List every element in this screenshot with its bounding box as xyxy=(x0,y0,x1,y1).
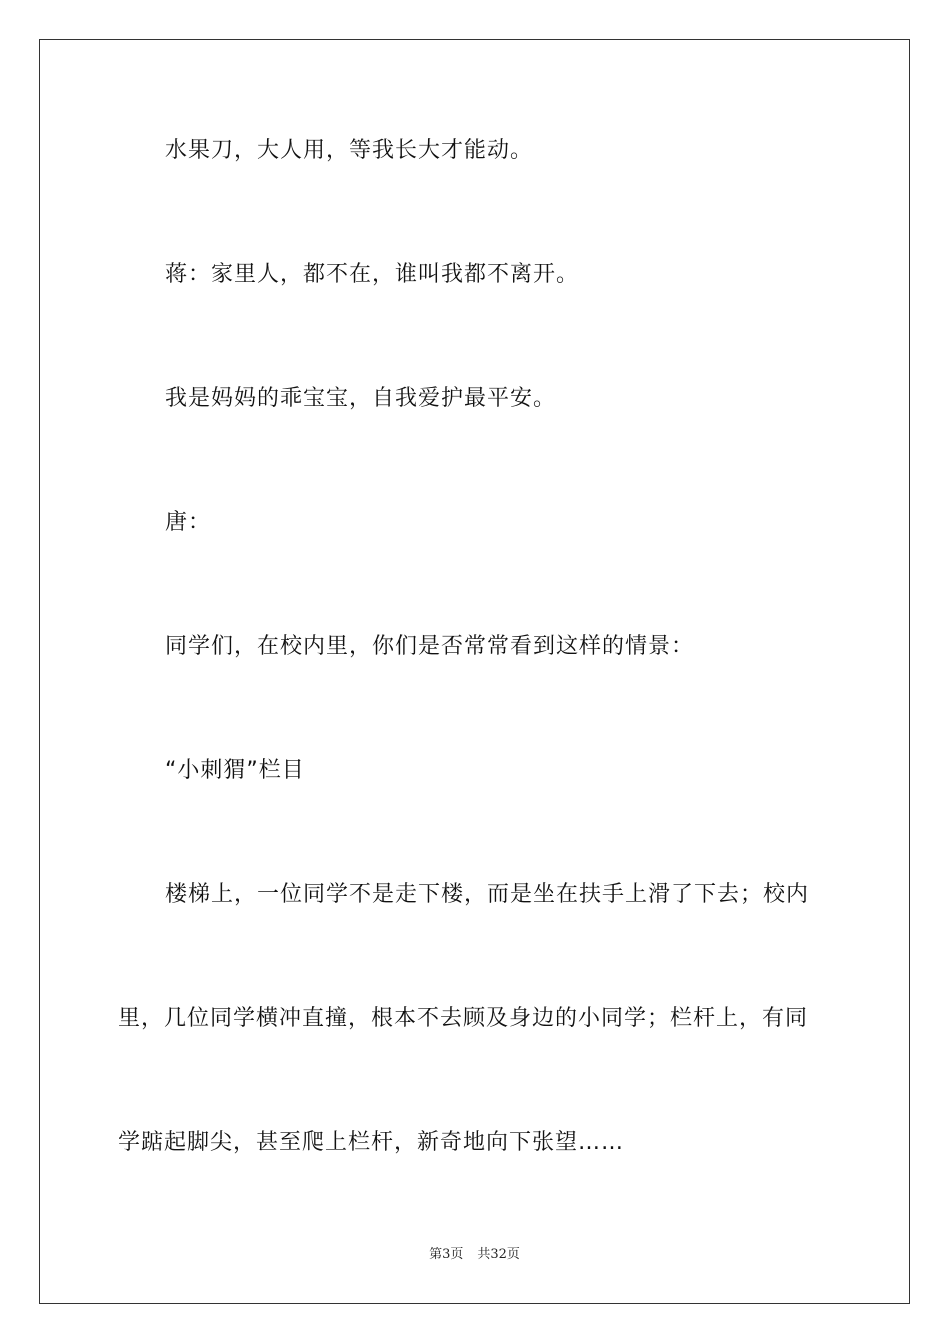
paragraph-line: 学踮起脚尖，甚至爬上栏杆，新奇地向下张望…… xyxy=(118,1130,625,1155)
paragraph-line: 唐： xyxy=(165,510,212,535)
page-frame xyxy=(39,39,910,1304)
page-total: 共32页 xyxy=(477,1247,520,1262)
page-number: 第3页 xyxy=(429,1247,464,1262)
page-footer xyxy=(40,1246,909,1264)
paragraph-line: 同学们，在校内里，你们是否常常看到这样的情景： xyxy=(165,634,695,659)
paragraph-line: 蒋：家里人，都不在，谁叫我都不离开。 xyxy=(165,262,580,287)
paragraph-line: “小刺猬”栏目 xyxy=(165,758,305,783)
paragraph-line: 水果刀，大人用，等我长大才能动。 xyxy=(165,138,534,163)
paragraph-line: 我是妈妈的乖宝宝，自我爱护最平安。 xyxy=(165,386,557,411)
paragraph-line: 里，几位同学横冲直撞，根本不去顾及身边的小同学；栏杆上，有同 xyxy=(118,1006,809,1031)
paragraph-line: 楼梯上，一位同学不是走下楼，而是坐在扶手上滑了下去；校内 xyxy=(165,882,810,907)
